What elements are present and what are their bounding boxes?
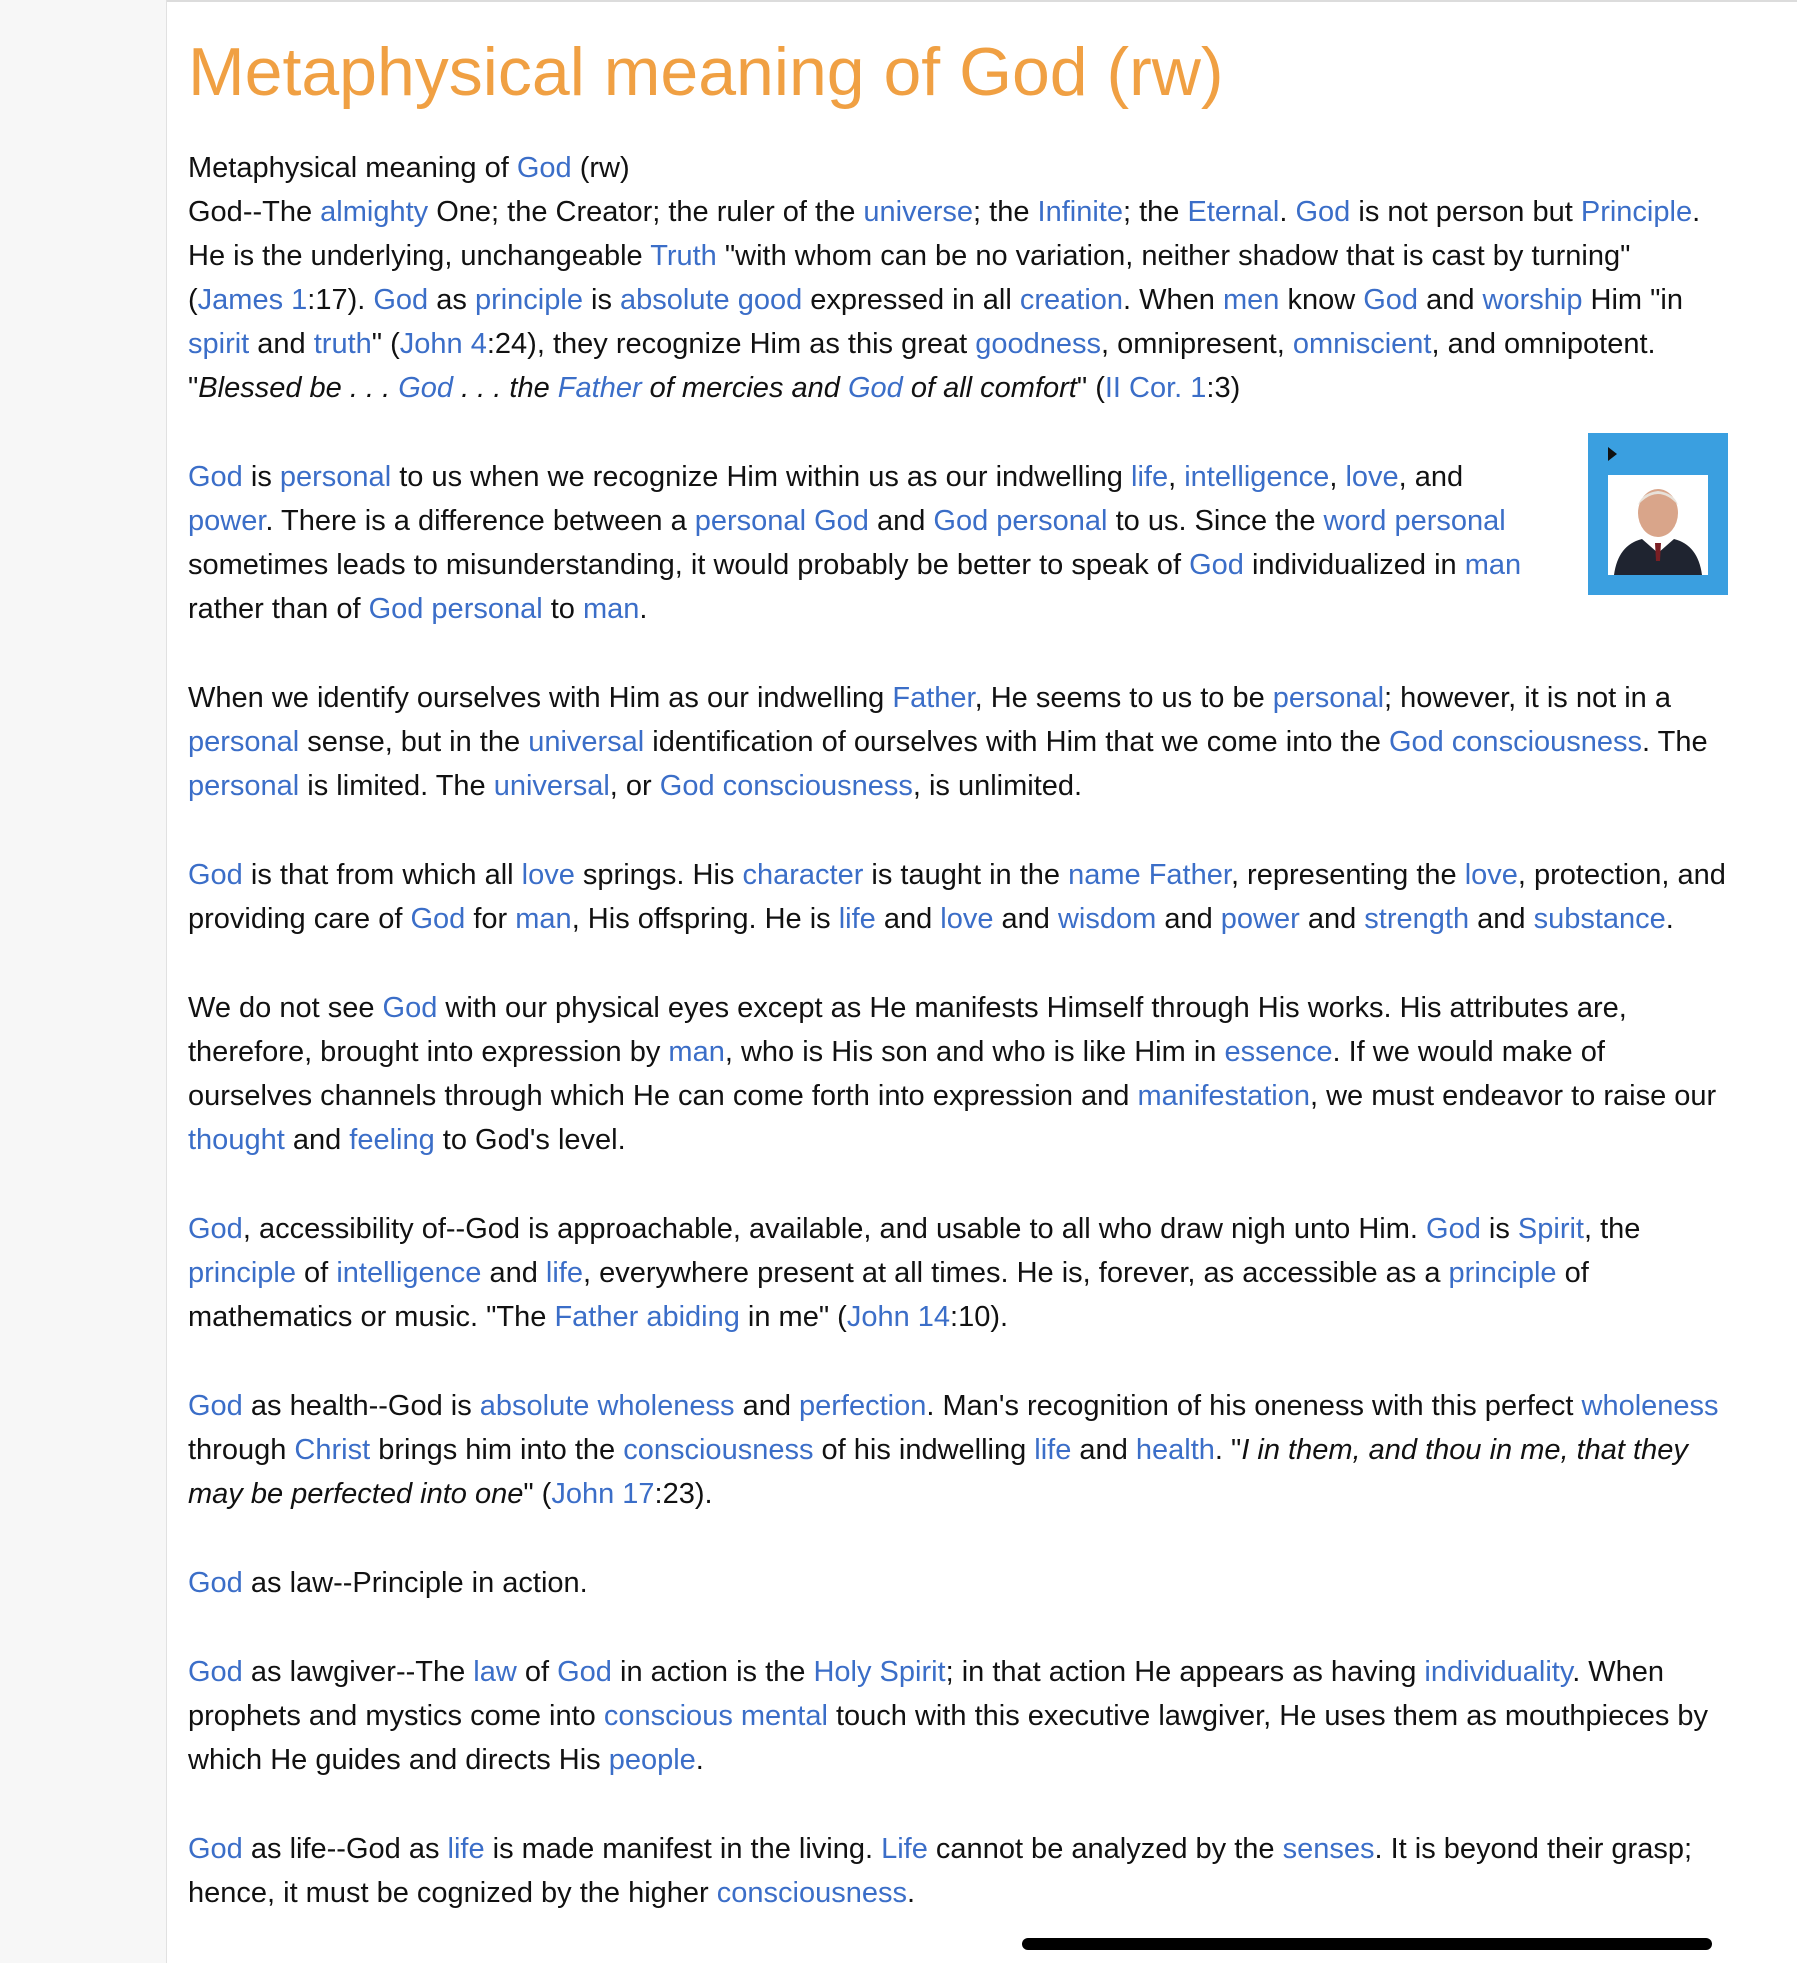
text: (rw): [571, 152, 630, 184]
link-power[interactable]: power: [188, 505, 266, 537]
text: , and: [1398, 461, 1464, 493]
link-strength[interactable]: strength: [1364, 903, 1470, 935]
text: to God's level.: [434, 1124, 626, 1156]
text: ; however, it is not in a: [1384, 682, 1671, 714]
text: , who is His son and who is like Him in: [724, 1036, 1225, 1068]
text: .: [695, 1744, 704, 1776]
text: of his indwelling: [813, 1434, 1035, 1466]
link-father[interactable]: Father: [892, 682, 975, 714]
link-john-14[interactable]: John 14: [846, 1301, 951, 1333]
link-infinite[interactable]: Infinite: [1037, 196, 1123, 228]
link-god[interactable]: God: [373, 284, 429, 316]
text: individualized in: [1243, 549, 1465, 581]
text: , omnipresent,: [1101, 328, 1293, 360]
link-individuality[interactable]: individuality: [1424, 1656, 1573, 1688]
text: "with whom can be no variation, neither shadow that is cast by turning" (: [188, 240, 1631, 316]
text: One; the Creator; the ruler of the: [428, 196, 864, 228]
text: ; the: [973, 196, 1038, 228]
text: , we must endeavor to raise our: [1309, 1080, 1717, 1112]
link-god[interactable]: God: [847, 372, 903, 404]
text: , everywhere present at all times. He is, forever, as accessible as a: [583, 1257, 1449, 1289]
text: , the: [1584, 1213, 1641, 1245]
text: .: [639, 593, 648, 625]
link-god[interactable]: God: [516, 152, 572, 184]
link-god[interactable]: God: [398, 372, 454, 404]
link-personal[interactable]: personal: [279, 461, 392, 493]
link-truth[interactable]: Truth: [650, 240, 717, 272]
text: touch with this executive lawgiver, He uses them as mouthpieces by which He guides and directs His: [188, 1700, 1709, 1776]
text: of mathematics or music. "The: [188, 1257, 1589, 1333]
link-love[interactable]: love: [940, 903, 994, 935]
text: ,: [1329, 461, 1346, 493]
link-father[interactable]: Father: [557, 372, 642, 404]
text: . If we would make of ourselves channels through which He can come forth into expression and: [188, 1036, 1605, 1112]
text: springs. His: [574, 859, 743, 891]
link-god[interactable]: God: [188, 1213, 243, 1245]
link-universe[interactable]: universe: [863, 196, 974, 228]
personal-paragraph: [188, 455, 1728, 631]
link-eternal[interactable]: Eternal: [1187, 196, 1280, 228]
text: is taught in the: [863, 859, 1069, 891]
text: is: [582, 284, 621, 316]
text: and: [1156, 903, 1221, 935]
text: of: [296, 1257, 337, 1289]
text: know: [1279, 284, 1364, 316]
text: cannot be analyzed by the: [927, 1833, 1283, 1865]
link-principle[interactable]: principle: [1448, 1257, 1557, 1289]
link-god[interactable]: God: [188, 859, 243, 891]
link-character[interactable]: character: [742, 859, 864, 891]
text: God--The: [188, 196, 321, 228]
text: as health--God is: [242, 1390, 480, 1422]
text: and: [284, 1124, 350, 1156]
link-man[interactable]: man: [1464, 549, 1522, 581]
text: is made manifest in the living.: [484, 1833, 882, 1865]
identification-paragraph: [188, 676, 1728, 808]
text: and: [1299, 903, 1365, 935]
text: rather than of: [188, 593, 369, 625]
link-personal[interactable]: personal: [188, 770, 300, 802]
link-god[interactable]: God: [188, 461, 243, 493]
text: of all comfort: [902, 372, 1077, 404]
link-love[interactable]: love: [521, 859, 575, 891]
law-paragraph: [188, 1561, 1728, 1605]
link-god[interactable]: God: [188, 1567, 243, 1599]
text: . When prophets and mystics come into: [188, 1656, 1665, 1732]
link-principle[interactable]: Principle: [1580, 196, 1693, 228]
link-love[interactable]: love: [1345, 461, 1399, 493]
text: as lawgiver--The: [242, 1656, 474, 1688]
link-god[interactable]: God: [188, 1833, 243, 1865]
text: , He seems to us to be: [974, 682, 1273, 714]
text: ; the: [1122, 196, 1188, 228]
link-consciousness[interactable]: consciousness: [716, 1877, 907, 1909]
link-principle[interactable]: principle: [188, 1257, 296, 1289]
link-intelligence[interactable]: intelligence: [1184, 461, 1330, 493]
link-wholeness[interactable]: wholeness: [1581, 1390, 1719, 1422]
text: Him "in: [1582, 284, 1684, 316]
text: and: [249, 328, 314, 360]
link-personal[interactable]: personal: [188, 726, 300, 758]
love-paragraph: [188, 853, 1728, 941]
text: .: [1279, 196, 1296, 228]
text: as law--Principle in action.: [242, 1567, 588, 1599]
article-content: [188, 28, 1728, 1960]
text: to: [542, 593, 583, 625]
link-john-17[interactable]: John 17: [551, 1478, 655, 1510]
link-god[interactable]: God: [188, 1656, 243, 1688]
text: Blessed be . . .: [198, 372, 399, 404]
health-paragraph: [188, 1384, 1728, 1516]
text: We do not see: [188, 992, 383, 1024]
link-intelligence[interactable]: intelligence: [336, 1257, 482, 1289]
text: and: [1071, 1434, 1136, 1466]
author-thumbnail[interactable]: [1588, 433, 1728, 595]
link-universal[interactable]: universal: [528, 726, 645, 758]
link-law[interactable]: law: [473, 1656, 517, 1688]
text: is that from which all: [242, 859, 522, 891]
link-spirit[interactable]: spirit: [188, 328, 250, 360]
text: ; in that action He appears as having: [945, 1656, 1425, 1688]
link-absolute-good[interactable]: absolute good: [620, 284, 803, 316]
link-universal[interactable]: universal: [493, 770, 610, 802]
page-title: Metaphysical meaning of God (rw): [188, 34, 1224, 110]
link-man[interactable]: man: [515, 903, 572, 935]
text: , and omnipotent. ": [188, 328, 1656, 404]
link-man[interactable]: man: [583, 593, 640, 625]
link-life[interactable]: life: [1131, 461, 1169, 493]
text: and: [875, 903, 941, 935]
text: , His offspring. He is: [571, 903, 839, 935]
link-creation[interactable]: creation: [1019, 284, 1124, 316]
link-god[interactable]: God: [382, 992, 438, 1024]
text: and: [868, 505, 934, 537]
text: . When: [1123, 284, 1223, 316]
text: :23).: [654, 1478, 713, 1510]
lawgiver-paragraph: [188, 1650, 1728, 1782]
link-omniscient[interactable]: omniscient: [1292, 328, 1432, 360]
text: . Man's recognition of his oneness with this perfect: [926, 1390, 1582, 1422]
text: . The: [1642, 726, 1708, 758]
text: When we identify ourselves with Him as our indwelling: [188, 682, 893, 714]
text: and: [734, 1390, 800, 1422]
link-god[interactable]: God: [188, 1390, 243, 1422]
link-goodness[interactable]: goodness: [975, 328, 1102, 360]
link-god[interactable]: God: [1363, 284, 1419, 316]
link-perfection[interactable]: perfection: [799, 1390, 927, 1422]
link-essence[interactable]: essence: [1224, 1036, 1333, 1068]
quote: I in them, and thou in me, that they may be perfected into one: [188, 1434, 1688, 1510]
text: and: [1418, 284, 1483, 316]
text: identification of ourselves with Him that we come into the: [644, 726, 1389, 758]
link-senses[interactable]: senses: [1282, 1833, 1375, 1865]
text: .: [1665, 903, 1674, 935]
text: is: [242, 461, 280, 493]
text: expressed in all: [802, 284, 1020, 316]
link-christ[interactable]: Christ: [294, 1434, 371, 1466]
link-ii-cor-1[interactable]: II Cor. 1: [1104, 372, 1207, 404]
home-indicator-bar[interactable]: [1022, 1938, 1712, 1950]
link-god-personal[interactable]: God personal: [933, 505, 1108, 537]
text: through: [188, 1434, 295, 1466]
text: . . . the: [453, 372, 558, 404]
link-god-consciousness[interactable]: God consciousness: [659, 770, 913, 802]
text: brings him into the: [370, 1434, 624, 1466]
accessibility-paragraph: [188, 1207, 1728, 1339]
text: of: [516, 1656, 558, 1688]
text: Metaphysical meaning of: [188, 152, 517, 184]
link-word[interactable]: word: [1323, 505, 1387, 537]
person-photo-icon: [1608, 475, 1708, 575]
text: " (: [1076, 372, 1105, 404]
left-gutter: [0, 0, 167, 1963]
text: as life--God as: [242, 1833, 448, 1865]
link-personal-god[interactable]: personal God: [694, 505, 869, 537]
link-people[interactable]: people: [608, 1744, 696, 1776]
text: :3): [1206, 372, 1241, 404]
life-paragraph: [188, 1827, 1728, 1915]
definition-paragraph: [188, 146, 1728, 410]
link-james-1[interactable]: James 1: [197, 284, 308, 316]
text: " (: [523, 1478, 552, 1510]
link-love[interactable]: love: [1464, 859, 1518, 891]
link-holy-spirit[interactable]: Holy Spirit: [813, 1656, 946, 1688]
text: and: [1469, 903, 1534, 935]
link-substance[interactable]: substance: [1533, 903, 1666, 935]
quote: [198, 372, 1077, 404]
text: sometimes leads to misunderstanding, it would probably be better to speak of: [188, 549, 1190, 581]
link-feeling[interactable]: feeling: [349, 1124, 435, 1156]
text: , protection, and providing care of: [188, 859, 1726, 935]
text: is not person but: [1350, 196, 1581, 228]
link-absolute-wholeness[interactable]: absolute wholeness: [479, 1390, 735, 1422]
link-power[interactable]: power: [1220, 903, 1300, 935]
text: as: [428, 284, 475, 316]
link-god-consciousness[interactable]: God consciousness: [1388, 726, 1643, 758]
text: to us. Since the: [1107, 505, 1324, 537]
text: of mercies and: [641, 372, 848, 404]
link-life[interactable]: life: [838, 903, 876, 935]
text: in me" (: [739, 1301, 847, 1333]
link-father-abiding[interactable]: Father abiding: [554, 1301, 740, 1333]
text: . He is the underlying, unchangeable: [188, 196, 1701, 272]
text: is: [1480, 1213, 1518, 1245]
text: in action is the: [611, 1656, 814, 1688]
text: , is unlimited.: [912, 770, 1083, 802]
expression-paragraph: [188, 986, 1728, 1162]
text: . There is a difference between a: [265, 505, 695, 537]
link-wisdom[interactable]: wisdom: [1057, 903, 1157, 935]
link-life[interactable]: life: [1034, 1434, 1072, 1466]
link-god[interactable]: God: [1426, 1213, 1481, 1245]
link-men[interactable]: men: [1222, 284, 1280, 316]
text: sense, but in the: [299, 726, 529, 758]
link-name-father[interactable]: name Father: [1068, 859, 1231, 891]
link-truth[interactable]: truth: [313, 328, 372, 360]
link-worship[interactable]: worship: [1482, 284, 1583, 316]
link-thought[interactable]: thought: [188, 1124, 285, 1156]
link-god-personal[interactable]: God personal: [368, 593, 543, 625]
link-life[interactable]: life: [545, 1257, 583, 1289]
text: . ": [1214, 1434, 1242, 1466]
link-god[interactable]: God: [1189, 549, 1244, 581]
link-spirit[interactable]: Spirit: [1517, 1213, 1584, 1245]
link-john-4[interactable]: John 4: [399, 328, 487, 360]
link-god[interactable]: God: [557, 1656, 612, 1688]
text: " (: [371, 328, 400, 360]
link-man[interactable]: man: [668, 1036, 725, 1068]
link-god[interactable]: God: [410, 903, 466, 935]
link-god[interactable]: God: [1295, 196, 1351, 228]
link-life[interactable]: Life: [881, 1833, 928, 1865]
triangle-right-icon[interactable]: [1608, 447, 1617, 461]
text: , accessibility of--God is approachable, available, and usable to all who draw nigh unto Him.: [242, 1213, 1427, 1245]
text: with our physical eyes except as He manifests Himself through His works. His attributes are, therefore, brought into expression by: [188, 992, 1627, 1068]
text: , representing the: [1230, 859, 1465, 891]
link-health[interactable]: health: [1135, 1434, 1215, 1466]
link-consciousness[interactable]: consciousness: [623, 1434, 814, 1466]
top-border: [0, 0, 1797, 2]
text: .: [907, 1877, 916, 1909]
text: is limited. The: [299, 770, 494, 802]
link-principle[interactable]: principle: [474, 284, 583, 316]
link-personal[interactable]: personal: [1394, 505, 1506, 537]
text: , or: [609, 770, 660, 802]
text: . It is beyond their grasp; hence, it must be cognized by the higher: [188, 1833, 1693, 1909]
text: :10).: [950, 1301, 1009, 1333]
text: :17).: [307, 284, 374, 316]
text: ,: [1168, 461, 1185, 493]
text: for: [465, 903, 516, 935]
link-almighty[interactable]: almighty: [320, 196, 429, 228]
text: and: [993, 903, 1058, 935]
text: and: [481, 1257, 546, 1289]
link-life[interactable]: life: [447, 1833, 485, 1865]
link-manifestation[interactable]: manifestation: [1137, 1080, 1310, 1112]
link-personal[interactable]: personal: [1272, 682, 1385, 714]
text: to us when we recognize Him within us as our indwelling: [391, 461, 1131, 493]
link-conscious-mental[interactable]: conscious mental: [603, 1700, 828, 1732]
text: :24), they recognize Him as this great: [486, 328, 976, 360]
